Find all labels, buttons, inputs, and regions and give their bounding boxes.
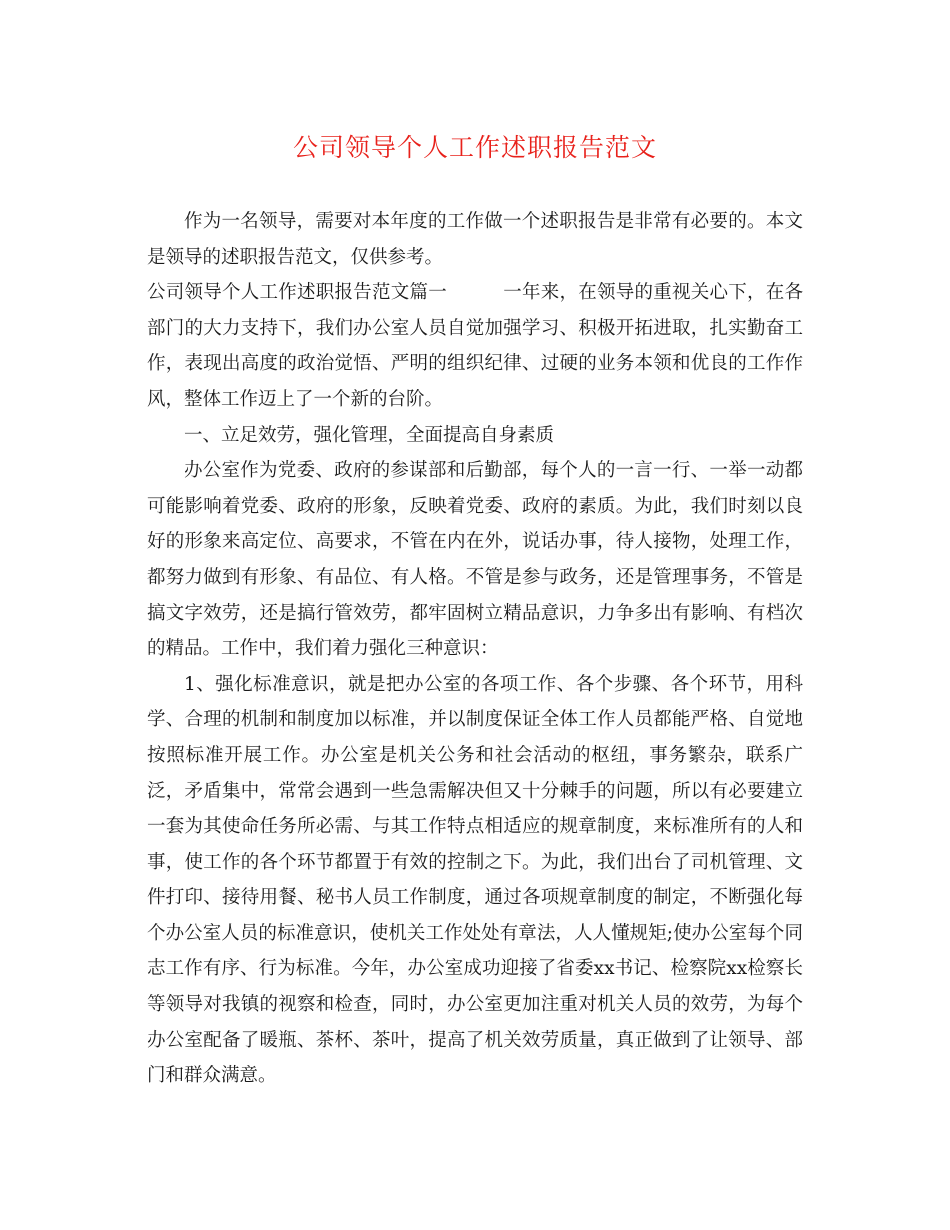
document-body bbox=[147, 204, 803, 1094]
section-opening-paragraph: 公司领导个人工作述职报告范文篇一 一年来，在领导的重视关心下，在各部门的大力支持下，我们办公室人员自觉加强学习、积极开拓进取，扎实勤奋工作，表现出高度的政治觉悟、严明的组织纪律、过硬的业务本领和优良的工作作风，整体工作迈上了一个新的台阶。 bbox=[147, 282, 803, 410]
document-title: 公司领导个人工作述职报告范文 bbox=[292, 133, 657, 162]
section-heading: 一、立足效劳，强化管理，全面提高自身素质 bbox=[184, 424, 555, 446]
intro-paragraph: 作为一名领导，需要对本年度的工作做一个述职报告是非常有必要的。本文是领导的述职报告范文，仅供参考。 bbox=[147, 211, 803, 268]
body-paragraph: 1、强化标准意识，就是把办公室的各项工作、各个步骤、各个环节，用科学、合理的机制和制度加以标准，并以制度保证全体工作人员都能严格、自觉地按照标准开展工作。办公室是机关公务和社会活动的枢纽，事务繁杂，联系广泛，矛盾集中，常常会遇到一些急需解决但又十分棘手的问题，所以有必要建立一套为其使命任务所必需、与其工作特点相适应的规章制度，来标准所有的人和事，使工作的各个环节都置于有效的控制之下。为此，我们出台了司机管理、文件打印、接待用餐、秘书人员工作制度，通过各项规章制度的制定，不断强化每个办公室人员的标准意识，使机关工作处处有章法，人人懂规矩;使办公室每个同志工作有序、行为标准。今年，办公室成功迎接了省委xx书记、检察院xx检察长等领导对我镇的视察和检查，同时，办公室更加注重对机关人员的效劳，为每个办公室配备了暖瓶、茶杯、茶叶，提高了机关效劳质量，真正做到了让领导、部门和群众满意。 bbox=[147, 673, 803, 1087]
body-paragraph: 办公室作为党委、政府的参谋部和后勤部，每个人的一言一行、一举一动都可能影响着党委、政府的形象，反映着党委、政府的素质。为此，我们时刻以良好的形象来高定位、高要求，不管在内在外，说话办事，待人接物，处理工作，都努力做到有形象、有品位、有人格。不管是参与政务，还是管理事务，不管是搞文字效劳，还是搞行管效劳，都牢固树立精品意识，力争多出有影响、有档次的精品。工作中，我们着力强化三种意识： bbox=[147, 460, 803, 660]
